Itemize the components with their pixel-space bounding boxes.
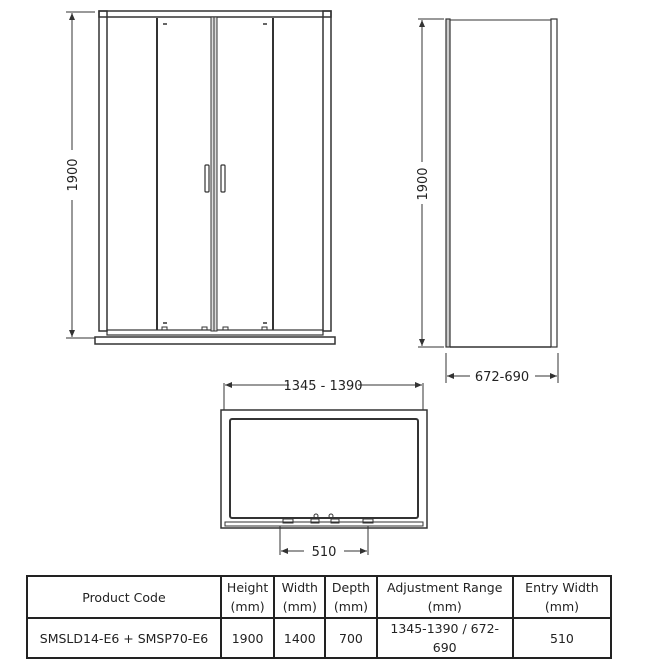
side-height-label: 1900 bbox=[416, 167, 431, 201]
cell-height: 1900 bbox=[221, 618, 274, 658]
cell-depth: 700 bbox=[325, 618, 376, 658]
front-view bbox=[66, 11, 335, 344]
cell-adjustment-range: 1345-1390 / 672-690 bbox=[377, 618, 513, 658]
header-adjustment-range: Adjustment Range (mm) bbox=[377, 576, 513, 618]
cell-width: 1400 bbox=[274, 618, 325, 658]
plan-entry-label: 510 bbox=[311, 545, 337, 560]
header-width: Width (mm) bbox=[274, 576, 325, 618]
front-height-label: 1900 bbox=[66, 158, 81, 192]
header-product-code: Product Code bbox=[27, 576, 221, 618]
header-entry-width: Entry Width (mm) bbox=[513, 576, 611, 618]
side-view bbox=[416, 19, 558, 385]
table-row bbox=[27, 618, 611, 658]
cell-product-code: SMSLD14-E6 + SMSP70-E6 bbox=[27, 618, 221, 658]
door-handle-right bbox=[221, 165, 225, 192]
plan-view bbox=[221, 379, 427, 560]
cell-entry-width: 510 bbox=[513, 618, 611, 658]
spec-table bbox=[26, 575, 612, 659]
spec-table-header-row bbox=[27, 576, 611, 618]
plan-width-label: 1345 - 1390 bbox=[283, 379, 363, 394]
header-height: Height (mm) bbox=[221, 576, 274, 618]
header-depth: Depth (mm) bbox=[325, 576, 376, 618]
door-handle-left bbox=[205, 165, 209, 192]
side-depth-label: 672-690 bbox=[474, 370, 530, 385]
